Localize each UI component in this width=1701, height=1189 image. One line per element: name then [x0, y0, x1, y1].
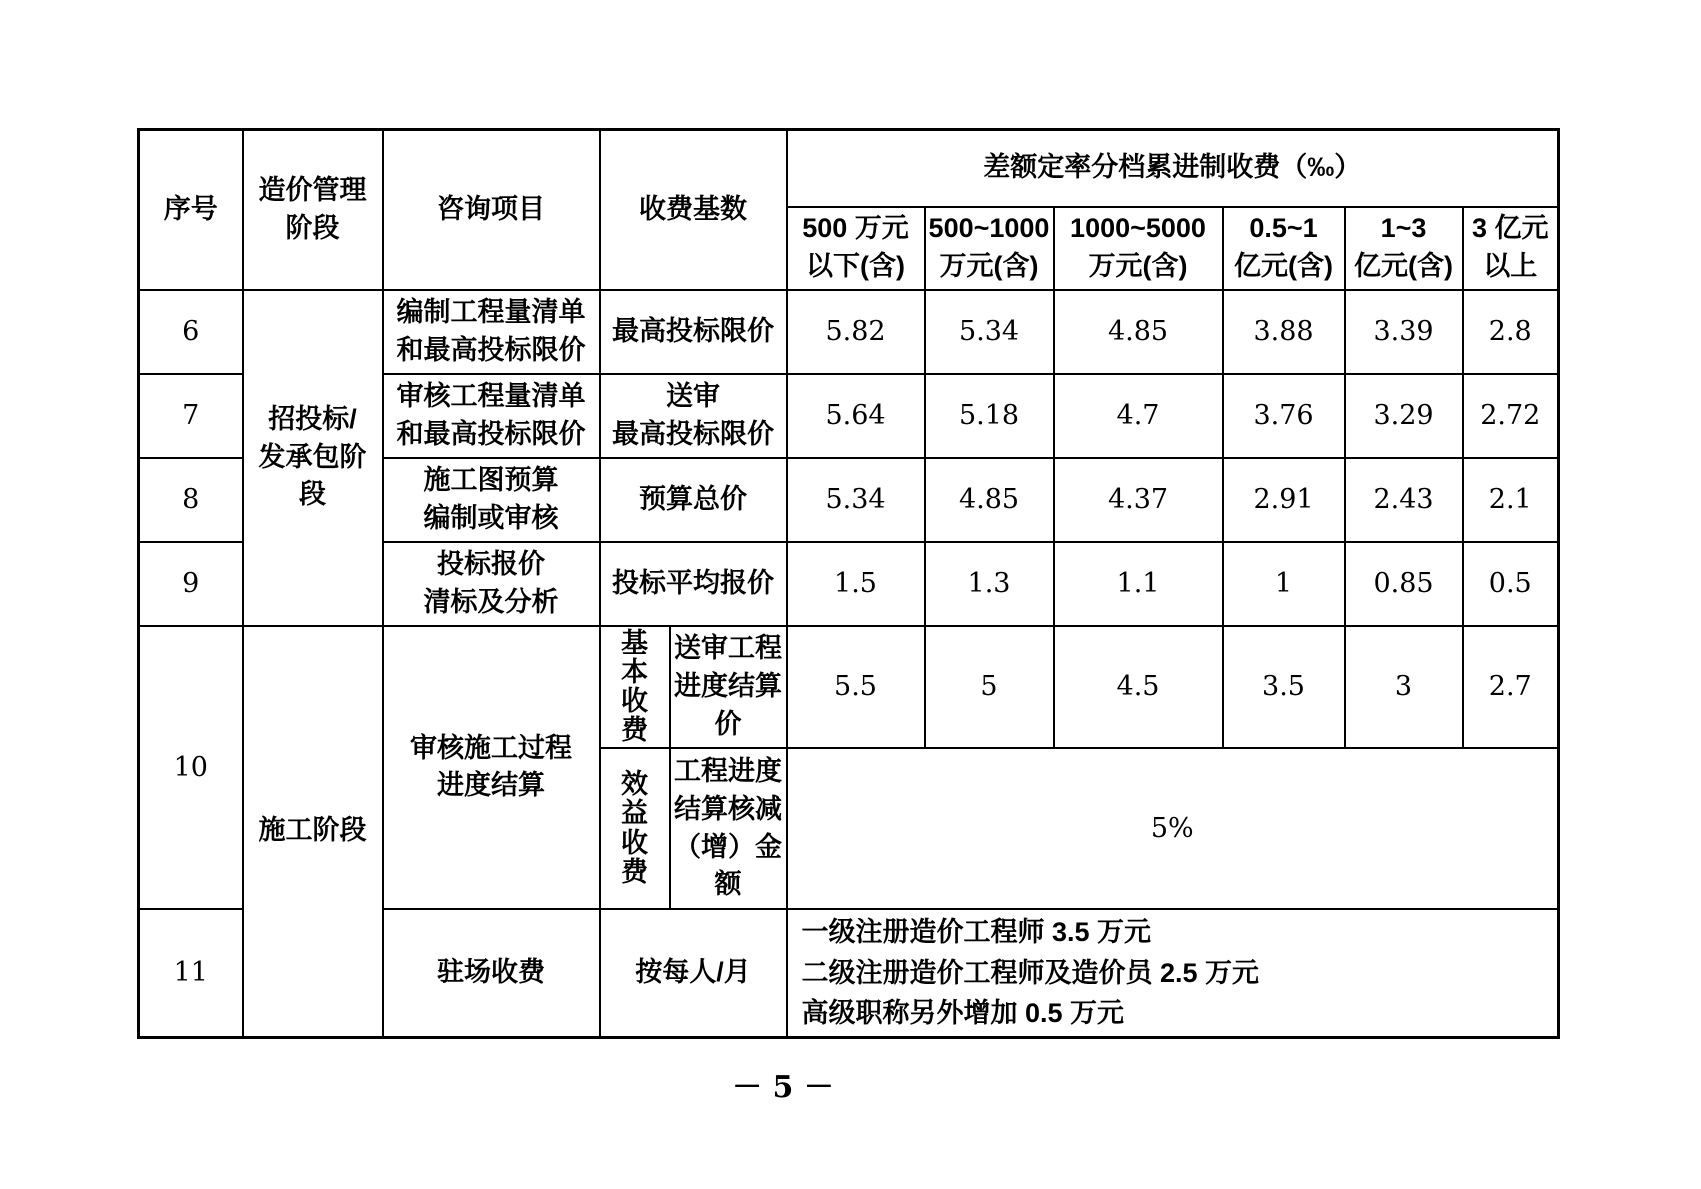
basis-cell: 送审工程 进度结算 价	[670, 626, 787, 749]
header-serial: 序号	[139, 130, 243, 290]
table-header-row-1	[139, 130, 1559, 207]
fee-value-cell: 3.76	[1223, 374, 1345, 458]
fee-value-cell: 5.5	[787, 626, 925, 749]
basis-cell: 预算总价	[600, 458, 787, 542]
fee-value-cell: 2.43	[1345, 458, 1463, 542]
fee-value-cell: 4.85	[925, 458, 1054, 542]
header-tier-6: 3 亿元 以上	[1463, 207, 1559, 290]
onsite-fee-notes: 一级注册造价工程师 3.5 万元 二级注册造价工程师及造价员 2.5 万元 高级职称另外增加 0.5 万元	[787, 909, 1559, 1037]
project-cell: 驻场收费	[383, 909, 600, 1037]
fee-value-cell: 1.1	[1054, 542, 1223, 626]
fee-value-cell: 1.3	[925, 542, 1054, 626]
row-serial: 11	[139, 909, 243, 1037]
fee-value-cell: 5.18	[925, 374, 1054, 458]
row-serial: 8	[139, 458, 243, 542]
fee-value-cell: 4.5	[1054, 626, 1223, 749]
fee-value-cell: 3.88	[1223, 290, 1345, 374]
benefit-fee-label: 效 益 收 费	[600, 748, 670, 909]
fee-value-cell: 2.1	[1463, 458, 1559, 542]
fee-value-cell: 3	[1345, 626, 1463, 749]
fee-value-cell: 2.8	[1463, 290, 1559, 374]
row-serial: 10	[139, 626, 243, 910]
project-cell: 审核工程量清单 和最高投标限价	[383, 374, 600, 458]
header-tier-1: 500 万元 以下(含)	[787, 207, 925, 290]
fee-value-cell: 4.85	[1054, 290, 1223, 374]
page-number: － 5 －	[732, 1070, 834, 1105]
fee-value-cell: 3.39	[1345, 290, 1463, 374]
fee-value-cell: 3.5	[1223, 626, 1345, 749]
project-cell: 施工图预算 编制或审核	[383, 458, 600, 542]
header-fee-group: 差额定率分档累进制收费（‰）	[787, 130, 1559, 207]
fee-value-cell: 4.37	[1054, 458, 1223, 542]
basis-cell: 最高投标限价	[600, 290, 787, 374]
fee-value-cell: 1	[1223, 542, 1345, 626]
header-project: 咨询项目	[383, 130, 600, 290]
fee-schedule-table	[137, 128, 1560, 1039]
project-cell: 审核施工过程 进度结算	[383, 626, 600, 910]
fee-value-cell: 2.7	[1463, 626, 1559, 749]
header-stage: 造价管理 阶段	[243, 130, 383, 290]
project-cell: 投标报价 清标及分析	[383, 542, 600, 626]
fee-value-cell: 0.85	[1345, 542, 1463, 626]
fee-value-cell: 2.91	[1223, 458, 1345, 542]
fee-value-cell: 3.29	[1345, 374, 1463, 458]
fee-value-cell: 5.82	[787, 290, 925, 374]
row-serial: 6	[139, 290, 243, 374]
fee-value-cell: 0.5	[1463, 542, 1559, 626]
benefit-fee-value-cell: 5%	[787, 748, 1559, 909]
basis-cell: 投标平均报价	[600, 542, 787, 626]
fee-value-cell: 5	[925, 626, 1054, 749]
stage-cell-bidding: 招投标/ 发承包阶 段	[243, 290, 383, 626]
fee-value-cell: 4.7	[1054, 374, 1223, 458]
header-tier-2: 500~1000 万元(含)	[925, 207, 1054, 290]
table-row	[139, 626, 1559, 749]
row-serial: 7	[139, 374, 243, 458]
project-cell: 编制工程量清单 和最高投标限价	[383, 290, 600, 374]
table-row	[139, 290, 1559, 374]
basis-cell: 送审 最高投标限价	[600, 374, 787, 458]
header-basis: 收费基数	[600, 130, 787, 290]
fee-value-cell: 5.64	[787, 374, 925, 458]
basis-cell: 工程进度 结算核减 （增）金 额	[670, 748, 787, 909]
header-tier-4: 0.5~1 亿元(含)	[1223, 207, 1345, 290]
row-serial: 9	[139, 542, 243, 626]
fee-value-cell: 5.34	[787, 458, 925, 542]
fee-value-cell: 1.5	[787, 542, 925, 626]
fee-value-cell: 2.72	[1463, 374, 1559, 458]
header-tier-5: 1~3 亿元(含)	[1345, 207, 1463, 290]
basis-cell: 按每人/月	[600, 909, 787, 1037]
basic-fee-label: 基 本 收 费	[600, 626, 670, 749]
stage-cell-construction: 施工阶段	[243, 626, 383, 1038]
fee-value-cell: 5.34	[925, 290, 1054, 374]
header-tier-3: 1000~5000 万元(含)	[1054, 207, 1223, 290]
